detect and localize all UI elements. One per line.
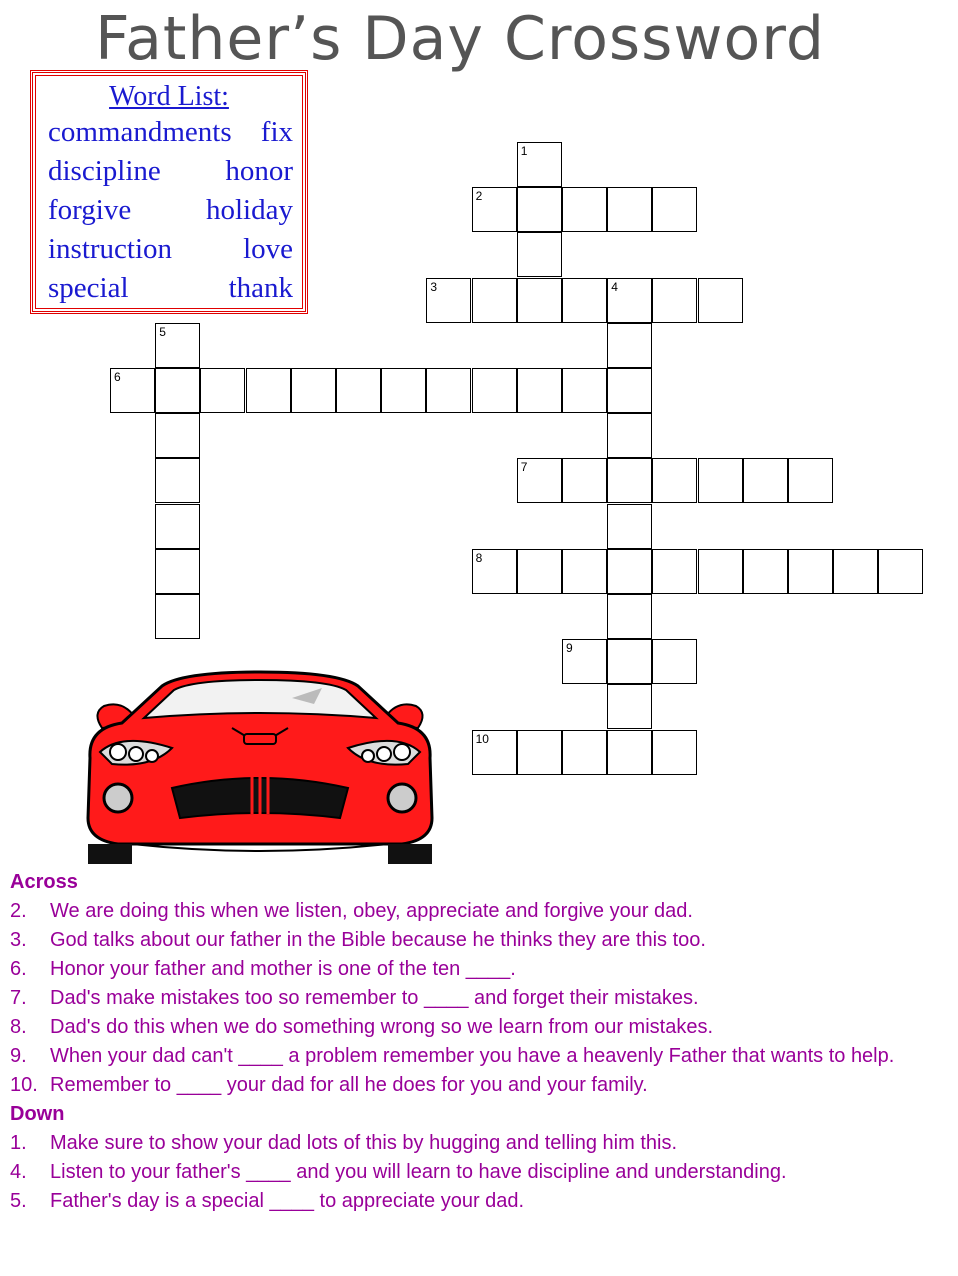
word-list-word: special xyxy=(48,272,129,304)
clue-num: 10. xyxy=(10,1074,38,1096)
crossword-cell[interactable] xyxy=(155,549,200,594)
crossword-cell[interactable] xyxy=(878,549,923,594)
crossword-cell[interactable] xyxy=(517,232,562,277)
clue-text: God talks about our father in the Bible because he thinks they are this too. xyxy=(50,929,706,951)
crossword-cell[interactable] xyxy=(517,368,562,413)
clue-num: 4. xyxy=(10,1161,27,1183)
clue-number: 2 xyxy=(475,189,483,204)
crossword-cell[interactable] xyxy=(562,549,607,594)
across-clue xyxy=(10,955,950,984)
crossword-cell[interactable] xyxy=(426,368,471,413)
crossword-cell[interactable] xyxy=(652,187,697,232)
crossword-cell[interactable] xyxy=(607,413,652,458)
crossword-cell[interactable] xyxy=(698,549,743,594)
crossword-cell[interactable] xyxy=(155,594,200,639)
crossword-cell[interactable] xyxy=(743,549,788,594)
crossword-cell[interactable] xyxy=(426,278,471,323)
clue-num: 6. xyxy=(10,958,27,980)
across-clue xyxy=(10,1071,950,1100)
word-list-word: forgive xyxy=(48,194,132,226)
clue-number: 6 xyxy=(114,370,121,384)
crossword-cell[interactable] xyxy=(652,639,697,684)
crossword-cell[interactable] xyxy=(607,187,652,232)
crossword-cell[interactable] xyxy=(607,549,652,594)
across-heading: Across xyxy=(10,871,78,893)
crossword-cell[interactable] xyxy=(698,278,743,323)
clue-num: 7. xyxy=(10,987,27,1009)
clue-text: When your dad can't ____ a problem remember you have a heavenly Father that wants to help. xyxy=(50,1045,895,1067)
crossword-cell[interactable] xyxy=(562,187,607,232)
crossword-cell[interactable] xyxy=(562,368,607,413)
clue-num: 3. xyxy=(10,929,27,951)
crossword-cell[interactable] xyxy=(517,278,562,323)
word-list-word: thank xyxy=(228,272,293,304)
clue-text: We are doing this when we listen, obey, appreciate and forgive your dad. xyxy=(50,900,693,922)
down-clue-list xyxy=(10,1129,950,1216)
word-list-word: fix xyxy=(260,116,293,148)
crossword-cell[interactable] xyxy=(652,278,697,323)
red-sports-car-icon xyxy=(82,668,438,864)
across-clue xyxy=(10,897,950,926)
across-clue xyxy=(10,984,950,1013)
down-clue xyxy=(10,1129,950,1158)
crossword-cell[interactable] xyxy=(200,368,245,413)
crossword-cell[interactable] xyxy=(472,187,517,232)
clue-num: 8. xyxy=(10,1016,27,1038)
word-list-word: commandments xyxy=(48,116,232,148)
crossword-cell[interactable] xyxy=(607,323,652,368)
crossword-cell[interactable] xyxy=(110,368,155,413)
crossword-cell[interactable] xyxy=(788,458,833,503)
crossword-cell[interactable] xyxy=(562,639,607,684)
crossword-cell[interactable] xyxy=(472,368,517,413)
crossword-cell[interactable] xyxy=(517,187,562,232)
clue-text: Make sure to show your dad lots of this by hugging and telling him this. xyxy=(50,1132,678,1154)
clue-number: 5 xyxy=(159,324,166,339)
word-list-heading: Word List: xyxy=(109,81,229,112)
crossword-cell[interactable] xyxy=(652,730,697,775)
crossword-cell[interactable] xyxy=(517,549,562,594)
crossword-cell[interactable] xyxy=(472,549,517,594)
page-title: Father’s Day Crossword xyxy=(95,4,825,74)
crossword-cell[interactable] xyxy=(607,684,652,729)
clue-number: 7 xyxy=(520,460,528,475)
crossword-cell[interactable] xyxy=(562,278,607,323)
word-list-word: discipline xyxy=(48,155,161,187)
crossword-cell[interactable] xyxy=(517,458,562,503)
crossword-cell[interactable] xyxy=(155,323,200,368)
crossword-cell[interactable] xyxy=(155,504,200,549)
crossword-cell[interactable] xyxy=(698,458,743,503)
clue-number: 3 xyxy=(430,279,438,294)
crossword-cell[interactable] xyxy=(562,458,607,503)
across-clue xyxy=(10,1013,950,1042)
crossword-cell[interactable] xyxy=(743,458,788,503)
crossword-cell[interactable] xyxy=(607,504,652,549)
clue-text: Remember to ____ your dad for all he does for you and your family. xyxy=(50,1074,648,1096)
crossword-cell[interactable] xyxy=(517,142,562,187)
crossword-cell[interactable] xyxy=(472,730,517,775)
crossword-cell[interactable] xyxy=(652,549,697,594)
word-list-word: instruction xyxy=(48,233,173,265)
down-clue xyxy=(10,1187,950,1216)
clue-text: Dad's do this when we do something wrong so we learn from our mistakes. xyxy=(50,1016,714,1038)
down-clue xyxy=(10,1158,950,1187)
down-heading: Down xyxy=(10,1103,65,1125)
crossword-cell[interactable] xyxy=(652,458,697,503)
crossword-cell[interactable] xyxy=(607,730,652,775)
clue-number: 10 xyxy=(475,731,489,746)
clue-number: 8 xyxy=(475,550,483,565)
crossword-cell[interactable] xyxy=(607,368,652,413)
crossword-cell[interactable] xyxy=(155,458,200,503)
across-clue xyxy=(10,1042,950,1071)
crossword-cell[interactable] xyxy=(246,368,291,413)
crossword-cell[interactable] xyxy=(517,730,562,775)
clue-text: Father's day is a special ____ to appreciate your dad. xyxy=(50,1190,525,1212)
crossword-cell[interactable] xyxy=(788,549,833,594)
clue-number: 1 xyxy=(520,144,528,158)
clue-number: 9 xyxy=(566,641,573,656)
word-list-word: holiday xyxy=(206,194,293,226)
crossword-cell[interactable] xyxy=(336,368,381,413)
crossword-cell[interactable] xyxy=(155,413,200,458)
across-clue-list xyxy=(10,897,950,1100)
crossword-cell[interactable] xyxy=(607,594,652,639)
word-list-word: honor xyxy=(225,155,293,187)
clue-num: 5. xyxy=(10,1190,27,1212)
crossword-cell[interactable] xyxy=(472,278,517,323)
across-clue xyxy=(10,926,950,955)
clues-section xyxy=(10,868,950,1216)
word-list-word: love xyxy=(243,233,293,265)
clue-number: 4 xyxy=(611,279,618,294)
clue-num: 2. xyxy=(10,900,27,922)
clue-text: Listen to your father's ____ and you will learn to have discipline and understanding. xyxy=(50,1161,787,1183)
crossword-cell[interactable] xyxy=(381,368,426,413)
crossword-cell[interactable] xyxy=(562,730,607,775)
clue-text: Dad's make mistakes too so remember to ____ and forget their mistakes. xyxy=(50,987,699,1009)
crossword-cell[interactable] xyxy=(607,278,652,323)
clue-num: 1. xyxy=(10,1132,27,1154)
crossword-cell[interactable] xyxy=(833,549,878,594)
crossword-cell[interactable] xyxy=(607,639,652,684)
clue-text: Honor your father and mother is one of the ten ____. xyxy=(50,958,516,980)
crossword-cell[interactable] xyxy=(291,368,336,413)
clue-num: 9. xyxy=(10,1045,27,1067)
crossword-cell[interactable] xyxy=(607,458,652,503)
crossword-cell[interactable] xyxy=(155,368,200,413)
